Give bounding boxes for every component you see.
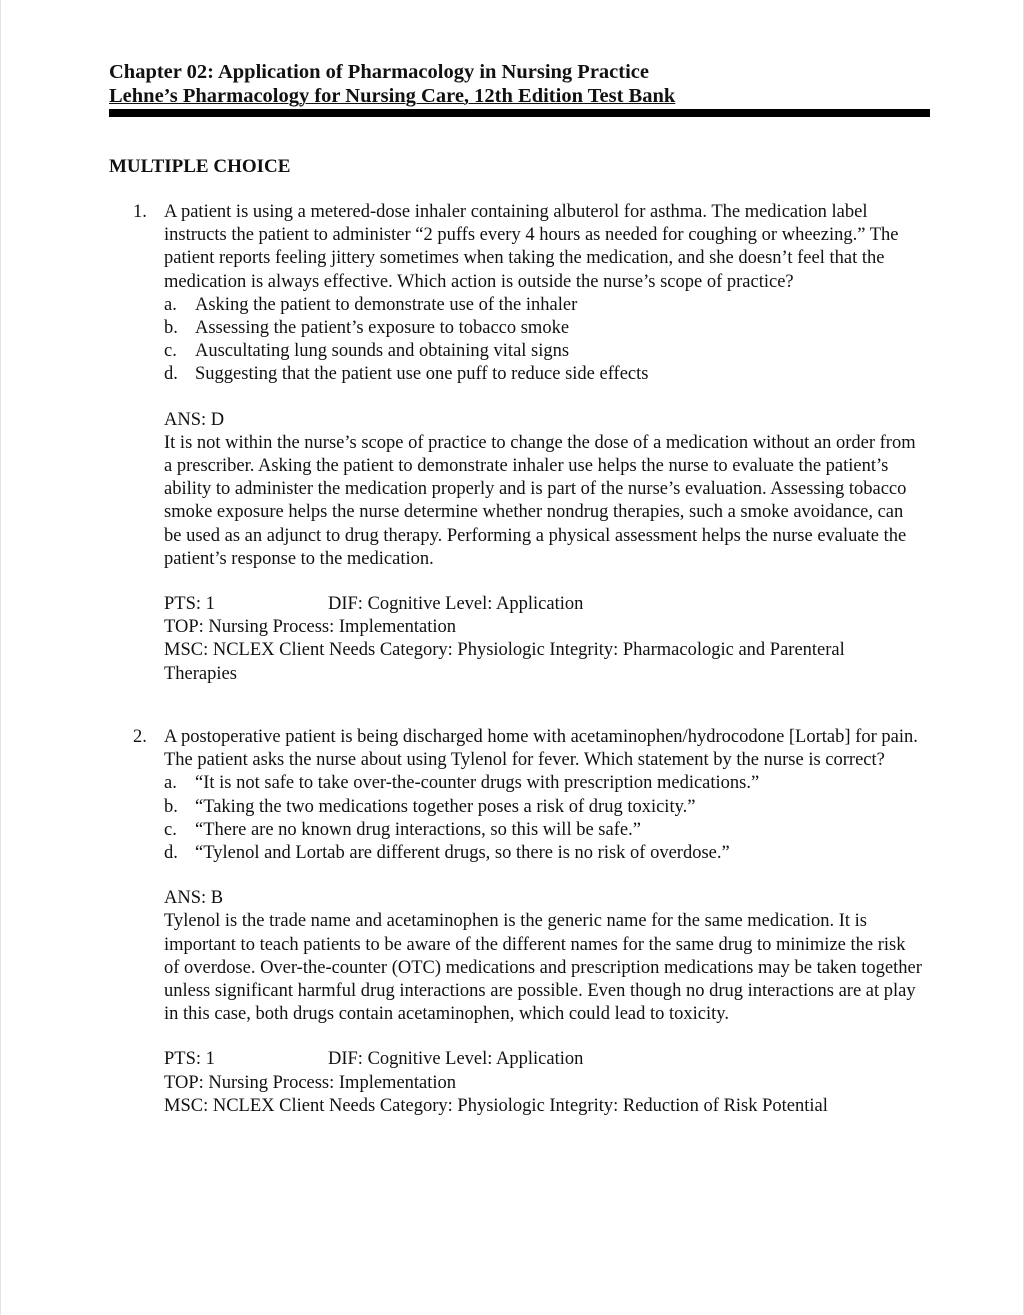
option-letter: a.	[164, 773, 177, 794]
answer-options	[164, 294, 933, 387]
option-c	[164, 819, 933, 842]
question-number: 1.	[133, 202, 147, 222]
msc-category: MSC: NCLEX Client Needs Category: Physiologic Integrity: Pharmacologic and Parenteral Therapies	[164, 640, 845, 684]
difficulty: DIF: Cognitive Level: Application	[328, 1049, 584, 1070]
question-1	[133, 201, 933, 686]
option-d	[164, 363, 933, 386]
question-stem: A postoperative patient is being discharged home with acetaminophen/hydrocodone [Lortab] for pain. The patient asks the nurse about using Tylenol for fever. Which statement by the nurse is correct?	[164, 727, 918, 771]
section-title: MULTIPLE CHOICE	[109, 156, 291, 177]
option-letter: b.	[164, 318, 178, 339]
answer-key: ANS: B	[164, 888, 224, 909]
question-metadata	[164, 1048, 924, 1118]
chapter-title: Chapter 02: Application of Pharmacology in Nursing Practice	[109, 61, 649, 83]
option-letter: d.	[164, 843, 178, 864]
option-a	[164, 772, 933, 795]
option-letter: c.	[164, 819, 177, 840]
topic: TOP: Nursing Process: Implementation	[164, 1072, 457, 1093]
header-rule	[109, 109, 930, 117]
option-letter: b.	[164, 796, 178, 817]
book-title: Lehne’s Pharmacology for Nursing Care, 12th Edition Test Bank	[109, 85, 676, 107]
rationale: It is not within the nurse’s scope of practice to change the dose of a medication without an order from a prescriber. Asking the patient to demonstrate inhaler use helps the nurse to evaluate the patient’s ability to administer the medication properly and is part of the nurse’s evaluation. Assessing tobacco smoke exposure helps the nurse determine whether nondrug therapies, such a smoke avoidance, can be used as an adjunct to drug therapy. Performing a physical assessment helps the nurse evaluate the patient’s response to the medication.	[164, 432, 916, 569]
answer-key: ANS: D	[164, 409, 225, 430]
question-number: 2.	[133, 727, 147, 747]
option-letter: a.	[164, 294, 177, 315]
question-metadata	[164, 593, 924, 686]
points: PTS: 1	[164, 594, 215, 615]
option-text: Suggesting that the patient use one puff to reduce side effects	[195, 364, 649, 385]
option-text: “It is not safe to take over-the-counter drugs with prescription medications.”	[195, 773, 760, 794]
option-text: “Tylenol and Lortab are different drugs, so there is no risk of overdose.”	[195, 843, 730, 864]
document-header	[109, 60, 929, 108]
question-2	[133, 726, 933, 1118]
option-text: “Taking the two medications together poses a risk of drug toxicity.”	[195, 796, 696, 817]
option-text: Asking the patient to demonstrate use of the inhaler	[195, 294, 578, 315]
question-stem: A patient is using a metered-dose inhaler containing albuterol for asthma. The medication label instructs the patient to administer “2 puffs every 4 hours as needed for coughing or wheezing.” The patient reports feeling jittery sometimes when taking the medication, and she doesn’t feel that the medication is always effective. Which action is outside the nurse’s scope of practice?	[164, 202, 899, 292]
difficulty: DIF: Cognitive Level: Application	[328, 594, 584, 615]
topic: TOP: Nursing Process: Implementation	[164, 617, 457, 638]
option-d	[164, 842, 933, 865]
option-text: “There are no known drug interactions, so this will be safe.”	[195, 819, 641, 840]
msc-category: MSC: NCLEX Client Needs Category: Physiologic Integrity: Reduction of Risk Potential	[164, 1095, 828, 1116]
answer-block	[164, 409, 924, 571]
answer-block	[164, 887, 924, 1026]
option-c	[164, 340, 933, 363]
answer-options	[164, 772, 933, 865]
rationale: Tylenol is the trade name and acetaminophen is the generic name for the same medication. It is important to teach patients to be aware of the different names for the same drug to minimize the risk of overdose. Over-the-counter (OTC) medications and prescription medications may be taken together unless significant harmful drug interactions are possible. Even though no drug interactions are at play in this case, both drugs contain acetaminophen, which could lead to toxicity.	[164, 911, 922, 1025]
points: PTS: 1	[164, 1049, 215, 1070]
option-b	[164, 317, 933, 340]
option-text: Auscultating lung sounds and obtaining vital signs	[195, 341, 570, 362]
option-letter: d.	[164, 364, 178, 385]
option-a	[164, 294, 933, 317]
option-text: Assessing the patient’s exposure to tobacco smoke	[195, 318, 570, 339]
option-letter: c.	[164, 341, 177, 362]
option-b	[164, 796, 933, 819]
